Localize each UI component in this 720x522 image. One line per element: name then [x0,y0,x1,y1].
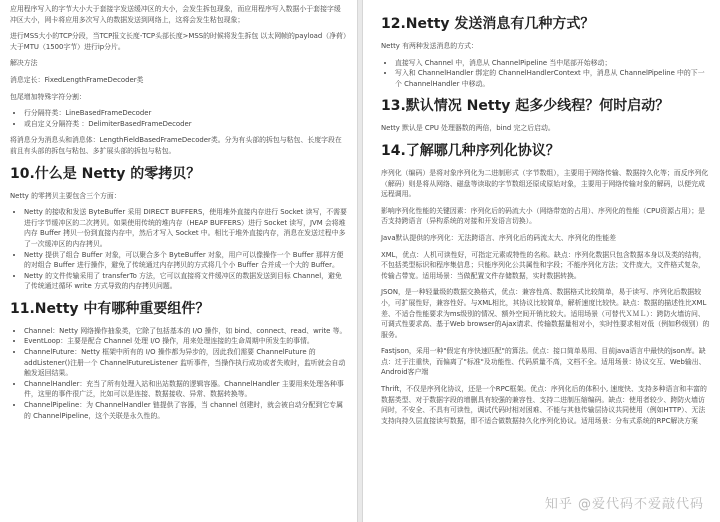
paragraph: 序列化（编码）是将对象序列化为二进制形式（字节数组），主要用于网络传输、数据持久化等；而反序列化（解码）则是将从网络、磁盘等读取的字节数组还原成原始对象，主要用于网络传输对象的解码，以便完成远程调用。 [381,168,709,199]
list-item: • ChannelPipeline：为 ChannelHandler 链提供了容器，当 channel 创建时，就会被自动分配到它专属的 ChannelPipeline，这个关联是永久性的。 [24,400,347,421]
paragraph: Fastjson，采用一种"假定有序快速匹配"的算法。优点：接口简单易用、目前java语言中最快的json库。缺点：过于注重快，而偏离了"标准"及功能性、代码质量不高，文档不全。适用场景：协议交互、Web输出、Android客户端 [381,347,706,377]
bullet-list [381,58,710,90]
list-item: • ChannelFuture：Netty 框架中所有的 I/O 操作都为异步的，因此我们需要 ChannelFuture 的 addListener()注册一个 ChannelFutureListener 监听事件，当操作执行成功或者失败时，监听就会自动触发返回结果。 [24,347,347,379]
paragraph: 影响序列化性能的关键因素：序列化后的码流大小（网络带宽的占用）、序列化的性能（CPU资源占用）；是否支持跨语言（异构系统的对接和开发语言切换）。 [381,206,706,226]
bullet-list [10,207,347,292]
bullet-list [10,326,347,421]
section-heading-10: 10.什么是 Netty 的零拷贝？ [10,165,201,182]
paragraph: 消息定长：FixedLengthFrameDecoder类 [10,75,144,84]
bullet-list [10,108,347,129]
list-item: • Netty 的文件传输采用了 transferTo 方法，它可以直接将文件缓冲区的数据发送到目标 Channel，避免了传统通过循环 write 方式导致的内存拷贝问题。 [24,271,347,292]
list-item: • 行分隔符类：LineBasedFrameDecoder [24,108,347,119]
paragraph: Netty 默认是 CPU 处理器数的两倍，bind 完之后启动。 [381,124,555,133]
paragraph: 应用程序写入的字节大小大于套接字发送缓冲区的大小，会发生拆包现象，而应用程序写入数据小于套接字缓冲区大小，网卡将应用多次写入的数据发送到网络上，这将会发生粘包现象； [10,5,341,24]
paragraph: XML，优点：人机可读性好，可指定元素或特性的名称。缺点：序列化数据只包含数据本身以及类的结构，不包括类型标识和程序集信息；只能序列化公共属性和字段；不能序列化方法；文件庞大，文件格式复杂，传输占带宽。适用场景：当做配置文件存储数据，实时数据转换。 [381,250,706,280]
paragraph: Java默认提供的序列化：无法跨语言、序列化后的码流太大、序列化的性能差 [381,233,617,242]
list-item: • 或自定义分隔符类 ：DelimiterBasedFrameDecoder [24,119,347,130]
list-item: • EventLoop：主要是配合 Channel 处理 I/O 操作，用来处理连接的生命周期中所发生的事情。 [24,336,347,347]
paragraph: Netty 的零拷贝主要包含三个方面： [10,191,121,200]
list-item: • Netty 提供了组合 Buffer 对象，可以聚合多个 ByteBuffer 对象，用户可以像操作一个 Buffer 那样方便的对组合 Buffer 进行操作，避免了传统通过内存拷贝的方式将几个小 Buffer 合并成一个大的 Buffer。 [24,250,347,271]
list-item: • Channel：Netty 网络操作抽象类，它除了包括基本的 I/O 操作，如 bind、connect、read、write 等。 [24,326,347,337]
list-item: • 写入和 ChannelHandler 绑定的 ChannelHandlerContext 中，消息从 ChannelPipeline 中的下一个 ChannelHandler 中移动。 [395,68,710,89]
paragraph: 将消息分为消息头和消息体：LengthFieldBasedFrameDecoder类。分为有头部的拆包与粘包、长度字段在前且有头部的拆包与粘包、多扩展头部的拆包与粘包。 [10,136,342,155]
list-item: • 直接写入 Channel 中，消息从 ChannelPipeline 当中尾部开始移动； [395,58,710,69]
section-heading-14: 14.了解哪几种序列化协议？ [381,142,560,159]
left-page [0,0,358,522]
right-page [362,0,720,522]
paragraph: Thrift，不仅是序列化协议，还是一个RPC框架。优点：序列化后的体积小, 速度快、支持多种语言和丰富的数据类型、对于数据字段的增删具有较强的兼容性、支持二进制压缩编码。缺点：使用者较少、跨防火墙访问时，不安全、不具有可读性，调试代码时相对困难、不能与其他传输层协议共同使用（例如HTTP）、无法支持向持久层直接读写数据，即不适合做数据持久化序列化协议。适用场景：分布式系统的RPC解决方案 [381,385,707,425]
section-heading-11: 11.Netty 中有哪种重要组件？ [10,300,210,317]
list-item: • ChannelHandler：充当了所有处理入站和出站数据的逻辑容器。ChannelHandler 主要用来处理各种事件，这里的事件很广泛，比如可以是连接、数据接收、异常、数据转换等。 [24,379,347,400]
paragraph: JSON，是一种轻量级的数据交换格式，优点：兼容性高、数据格式比较简单，易于读写、序列化后数据较小，可扩展性好，兼容性好。与XML相比，其协议比较简单，解析速度比较快。缺点：数据的描述性比XML差、不适合性能要求为ms级别的情况、额外空间开销比较大。适用场景（可替代ＸＭＬ）：跨防火墙访问、可调式性要求高、基于Web browser的Ajax请求、传输数据量相对小，实时性要求相对低（例如秒级别）的服务。 [381,288,710,339]
paragraph: Netty 有两种发送消息的方式： [381,42,478,50]
section-heading-12: 12.Netty 发送消息有几种方式？ [381,16,595,32]
watermark-text: 知乎 @爱代码不爱敲代码 [544,497,704,512]
section-heading-13: 13.默认情况 Netty 起多少线程？何时启动？ [381,98,670,115]
list-item: • Netty 的接收和发送 ByteBuffer 采用 DIRECT BUFFERS，使用堆外直接内存进行 Socket 读写，不需要进行字节缓冲区的二次拷贝。如果使用传统的堆内存（HEAP BUFFERS）进行 Socket 读写，JVM 会将堆内存 Buffer 拷贝一份到直接内存中，然后才写入 Socket 中。相比于堆外直接内存，消息在发送过程中多了一次缓冲区的内存拷贝。 [24,207,347,249]
paragraph: 进行MSS大小的TCP分段，当TCP报文长度-TCP头部长度>MSS的时候将发生拆包 以太网帧的payload（净荷）大于MTU（1500字节）进行ip分片。 [10,32,347,51]
zhihu-watermark [545,493,704,512]
paragraph: 解决方法 [10,59,38,68]
paragraph: 包尾增加特殊字符分割： [10,92,86,101]
